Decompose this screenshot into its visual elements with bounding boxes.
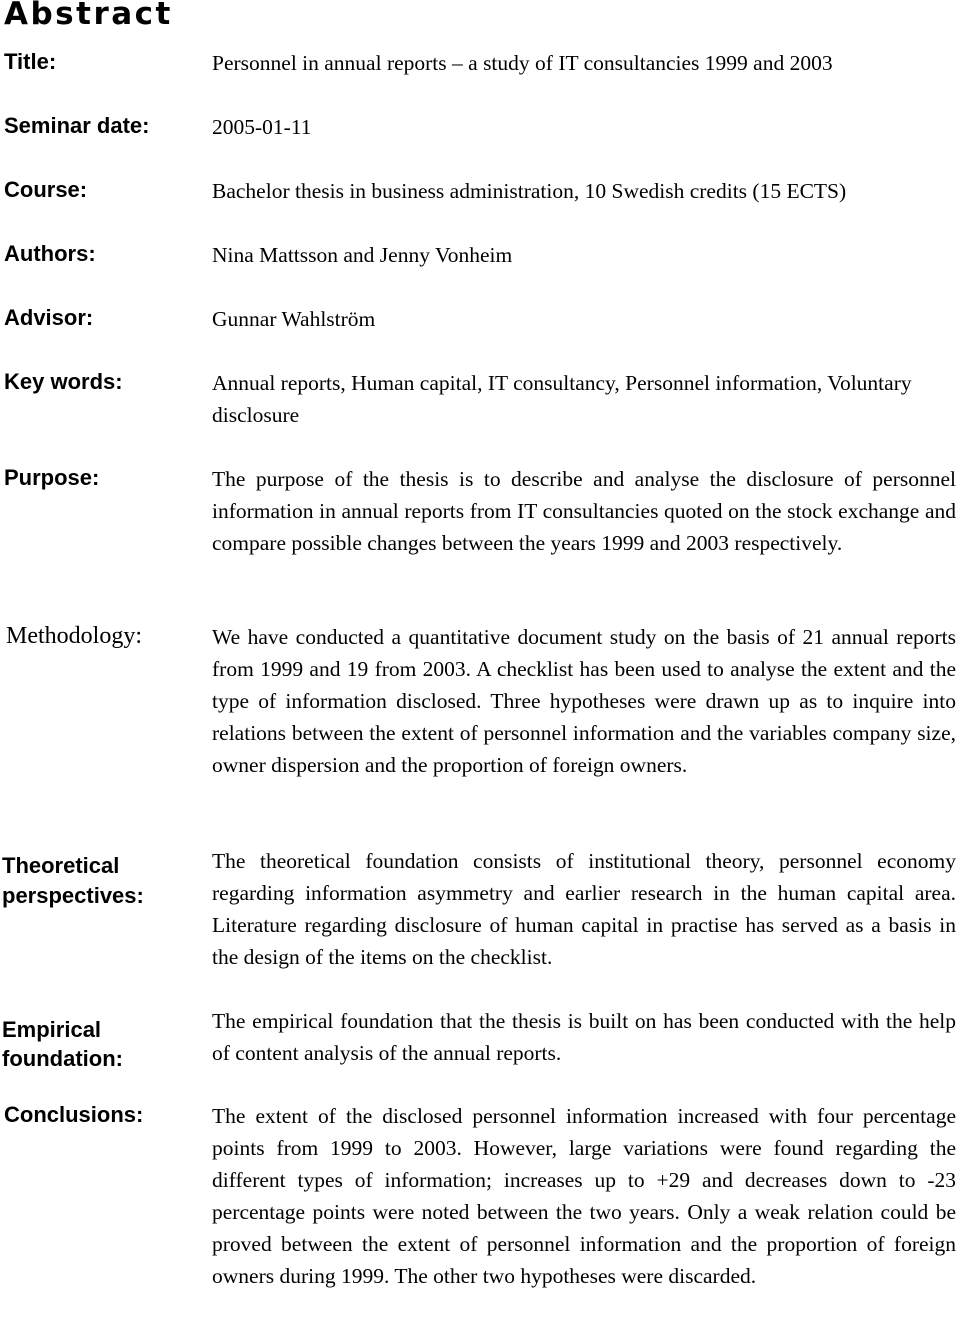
theoretical-perspectives-value: The theoretical foundation consists of institutional theory, personnel economy regarding information asymmetry and earlier research in the human capital area. Literature regarding disclosure of human capital in practise has served as a basis in the design of the items on the checklist. — [212, 849, 956, 969]
authors-value: Nina Mattsson and Jenny Vonheim — [212, 243, 513, 267]
conclusions-label: Conclusions: — [4, 1102, 144, 1127]
course-value: Bachelor thesis in business administration, 10 Swedish credits (15 ECTS) — [212, 179, 847, 203]
purpose-value: The purpose of the thesis is to describe and analyse the disclosure of personnel information in annual reports from IT consultancies quoted on the stock exchange and compare possible changes between the years 1999 and 2003 respectively. — [212, 467, 956, 555]
methodology-label: Methodology: — [6, 623, 142, 649]
theoretical-perspectives-label-line2: perspectives: — [2, 883, 144, 908]
title-label: Title: — [4, 49, 57, 74]
purpose-label: Purpose: — [4, 465, 100, 490]
page-title: Abstract — [4, 0, 173, 32]
theoretical-perspectives-label-line1: Theoretical — [2, 853, 120, 878]
empirical-foundation-label-line2: foundation: — [2, 1046, 123, 1071]
conclusions-value: The extent of the disclosed personnel information increased with four percentage points from 1999 to 2003. However, large variations were found regarding the different types of information; increases up to +29 and decreases down to -23 percentage points were noted between the two years. Only a weak relation could be proved between the extent of personnel information and the proportion of foreign owners during 1999. The other two hypotheses were discarded. — [212, 1104, 956, 1288]
empirical-foundation-label-line1: Empirical — [2, 1017, 102, 1042]
course-label: Course: — [4, 177, 88, 202]
advisor-value: Gunnar Wahlström — [212, 307, 376, 331]
seminar-date-label: Seminar date: — [4, 113, 150, 138]
key-words-value: Annual reports, Human capital, IT consultancy, Personnel information, Voluntary disclosure — [212, 371, 912, 427]
seminar-date-value: 2005-01-11 — [212, 115, 312, 139]
key-words-label: Key words: — [4, 369, 123, 394]
methodology-value: We have conducted a quantitative document study on the basis of 21 annual reports from 1999 and 19 from 2003. A checklist has been used to analyse the extent and the type of information disclosed. Three hypotheses were drawn up as to inquire into relations between the extent of personnel information and the variables company size, owner dispersion and the proportion of foreign owners. — [212, 625, 956, 777]
authors-label: Authors: — [4, 241, 96, 266]
empirical-foundation-value: The empirical foundation that the thesis is built on has been conducted with the help of content analysis of the annual reports. — [212, 1009, 956, 1065]
advisor-label: Advisor: — [4, 305, 94, 330]
title-value: Personnel in annual reports – a study of IT consultancies 1999 and 2003 — [212, 51, 833, 75]
